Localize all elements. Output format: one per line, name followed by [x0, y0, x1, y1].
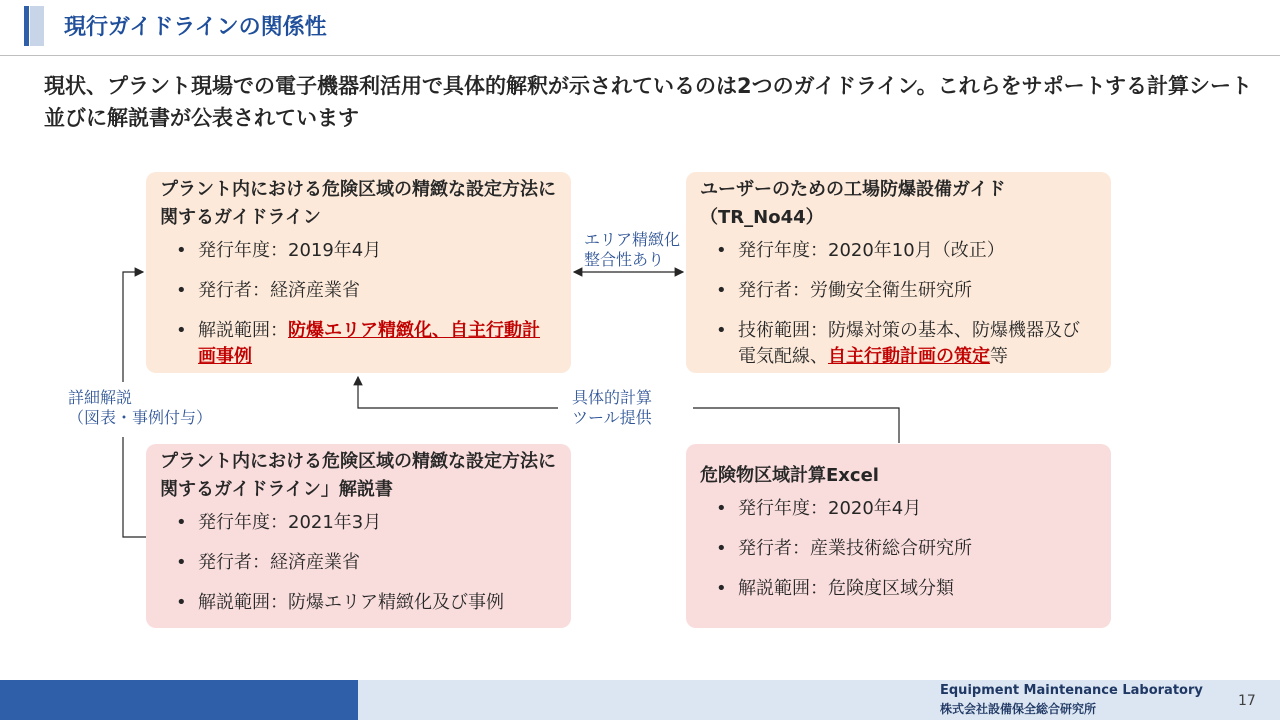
- plant-guideline-box: [146, 172, 571, 373]
- scope-suffix: 等: [990, 346, 1008, 367]
- commentary-box: [146, 444, 571, 628]
- page-title: 現行ガイドラインの関係性: [64, 15, 327, 40]
- tr-no44-list: [700, 238, 1097, 370]
- scope-emphasis: 自主行動計画の策定: [828, 346, 990, 367]
- tool-provision-label: 具体的計算 ツール提供: [572, 388, 653, 427]
- bullet-icon: •: [176, 512, 187, 533]
- bullet-icon: •: [176, 240, 187, 261]
- tool-provision-line: [693, 408, 899, 443]
- excel-tool-list: [700, 496, 1097, 602]
- excel-tool-title: 危険物区域計算Excel: [700, 465, 879, 486]
- bullet-icon: •: [176, 592, 187, 613]
- list-item: • 発行年度：2021年3月: [160, 510, 557, 536]
- list-item: • 発行者：経済産業省: [160, 550, 557, 576]
- bullet-icon: •: [716, 498, 727, 519]
- commentary-title: プラント内における危険区域の精緻な設定方法に関するガイドライン」解説書: [160, 451, 556, 500]
- tr-no44-title: ユーザーのための工場防爆設備ガイド （TR_No44）: [700, 179, 1006, 228]
- scope-prefix: 解説範囲：: [198, 320, 288, 341]
- list-item: • 発行年度：2020年4月: [700, 496, 1097, 522]
- bullet-icon: •: [176, 280, 187, 301]
- list-item: • 解説範囲：防爆エリア精緻化及び事例: [160, 590, 557, 616]
- list-item: • 解説範囲：危険度区域分類: [700, 576, 1097, 602]
- footer-org-jp: 株式会社設備保全総合研究所: [940, 702, 1097, 716]
- bullet-icon: •: [176, 320, 187, 341]
- bullet-icon: •: [716, 578, 727, 599]
- plant-guideline-title: プラント内における危険区域の精緻な設定方法に関するガイドライン: [160, 179, 556, 228]
- scope-emphasis: 防爆エリア精緻化、自主行動計画事例: [198, 320, 540, 367]
- bullet-icon: •: [716, 280, 727, 301]
- list-item: [160, 318, 557, 370]
- plant-guideline-list: [160, 238, 557, 370]
- list-item: [700, 318, 1097, 370]
- page-number: 17: [1238, 693, 1256, 709]
- footer-accent-bar: [0, 680, 358, 720]
- bullet-icon: •: [716, 240, 727, 261]
- area-consistency-label: エリア精緻化 整合性あり: [584, 230, 681, 269]
- detail-line-upper: [123, 272, 143, 382]
- excel-tool-box: [686, 444, 1111, 628]
- scope-prefix: 技術範囲：防爆対策の基本、防爆機器及び電気配線、: [738, 320, 1080, 367]
- bullet-icon: •: [716, 538, 727, 559]
- list-item: • 発行年度：2019年4月: [160, 238, 557, 264]
- detail-explanation-label: 詳細解説 （図表・事例付与）: [68, 388, 213, 427]
- lead-text: 現状、プラント現場での電子機器利活用で具体的解釈が示されているのは2つのガイドライン。これらをサポートする計算シート並びに解説書が公表されています: [44, 74, 1253, 130]
- list-item: • 発行者：産業技術総合研究所: [700, 536, 1097, 562]
- bullet-icon: •: [176, 552, 187, 573]
- commentary-list: [160, 510, 557, 616]
- tool-provision-arrow: [358, 377, 558, 408]
- footer-org-en: Equipment Maintenance Laboratory: [940, 683, 1203, 698]
- bullet-icon: •: [716, 320, 727, 341]
- tr-no44-box: [686, 172, 1111, 373]
- list-item: • 発行者：労働安全衛生研究所: [700, 278, 1097, 304]
- detail-line-lower: [123, 437, 146, 537]
- list-item: • 発行者：経済産業省: [160, 278, 557, 304]
- list-item: • 発行年度：2020年10月（改正）: [700, 238, 1097, 264]
